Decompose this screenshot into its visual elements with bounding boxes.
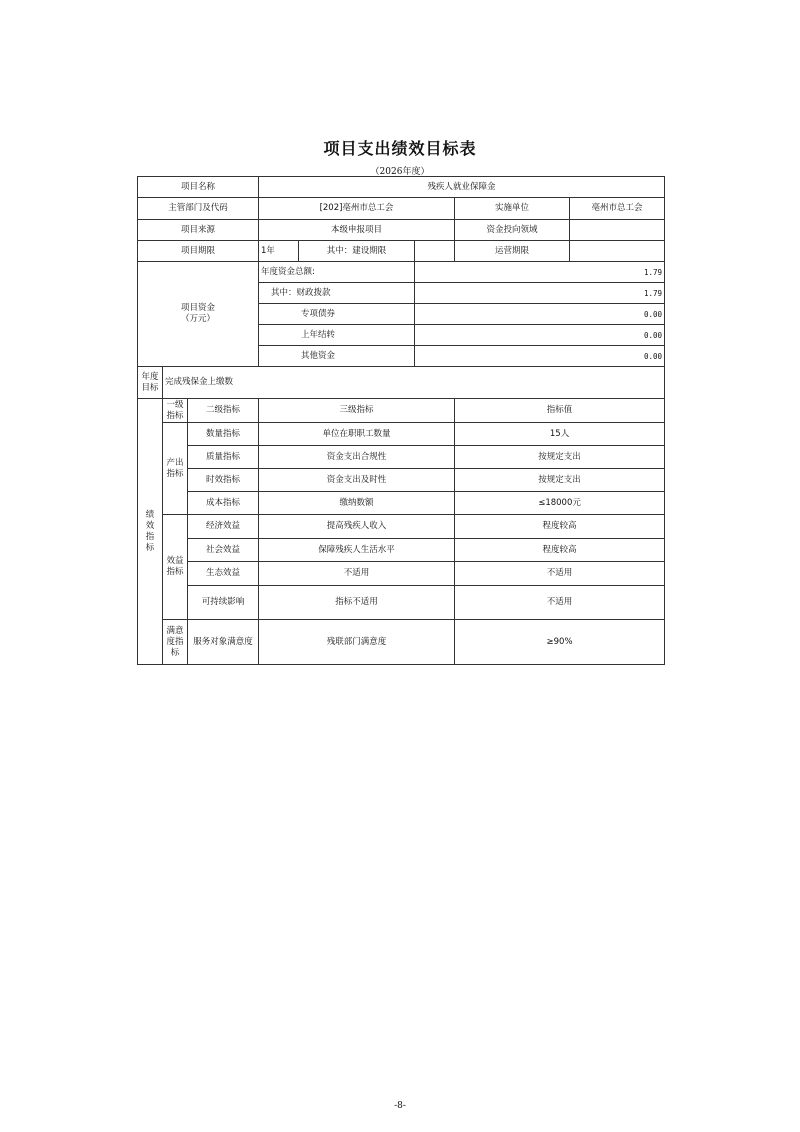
operation-period-value (570, 241, 665, 262)
operation-period-label: 运营期限 (455, 241, 570, 262)
annual-total-label: 年度资金总额: (259, 262, 415, 283)
row-department (138, 198, 665, 220)
level2-cell: 可持续影响 (188, 586, 259, 620)
level2-cell: 成本指标 (188, 492, 259, 515)
level3-cell: 保障残疾人生活水平 (259, 539, 455, 562)
level2-cell: 服务对象满意度 (188, 620, 259, 665)
level3-cell: 不适用 (259, 562, 455, 586)
page-title: 项目支出绩效目标表 (323, 139, 477, 158)
project-name-value: 残疾人就业保障金 (259, 177, 665, 198)
value-header: 指标值 (455, 399, 665, 423)
source-label: 项目来源 (138, 220, 259, 241)
value-cell: 程度较高 (455, 539, 665, 562)
level3-cell: 缴纳数额 (259, 492, 455, 515)
level2-cell: 数量指标 (188, 423, 259, 446)
level3-cell: 残联部门满意度 (259, 620, 455, 665)
level2-cell: 生态效益 (188, 562, 259, 586)
output-group-label: 产出 指标 (163, 423, 188, 515)
other-funds-label: 其他资金 (259, 346, 415, 367)
table-row (138, 562, 665, 586)
project-name-label: 项目名称 (138, 177, 259, 198)
other-funds-value: 0.00 (415, 346, 665, 367)
table-row (138, 423, 665, 446)
value-cell: 不适用 (455, 562, 665, 586)
row-annual-goal (138, 367, 665, 399)
funds-label: 项目资金 （万元） (138, 262, 259, 367)
period-label: 项目期限 (138, 241, 259, 262)
value-cell: 15人 (455, 423, 665, 446)
level2-cell: 质量指标 (188, 446, 259, 469)
value-cell: 不适用 (455, 586, 665, 620)
row-indicator-header (138, 399, 665, 423)
invest-field-value (570, 220, 665, 241)
level2-header: 二级指标 (188, 399, 259, 423)
row-period (138, 241, 665, 262)
table-row (138, 492, 665, 515)
impl-unit-value: 亳州市总工会 (570, 198, 665, 220)
level3-cell: 指标不适用 (259, 586, 455, 620)
satisfaction-group-label: 满意 度指 标 (163, 620, 188, 665)
table-row (138, 539, 665, 562)
performance-goal-table (137, 176, 665, 665)
table-row (138, 446, 665, 469)
value-cell: 程度较高 (455, 515, 665, 539)
value-cell: 按规定支出 (455, 469, 665, 492)
level3-cell: 提高残疾人收入 (259, 515, 455, 539)
annual-total-value: 1.79 (415, 262, 665, 283)
row-source (138, 220, 665, 241)
period-value: 1年 (259, 241, 299, 262)
fiscal-value: 1.79 (415, 283, 665, 304)
page-number: -8- (394, 1101, 406, 1111)
table-row (138, 586, 665, 620)
annual-goal-label: 年度 目标 (138, 367, 163, 399)
level2-cell: 社会效益 (188, 539, 259, 562)
special-bond-value: 0.00 (415, 304, 665, 325)
report-year: （2026年度） (370, 167, 430, 177)
level3-cell: 资金支出及时性 (259, 469, 455, 492)
value-cell: ≤18000元 (455, 492, 665, 515)
dept-code-value: [202]亳州市总工会 (259, 198, 455, 220)
impl-unit-label: 实施单位 (455, 198, 570, 220)
annual-goal-value: 完成残保金上缴数 (163, 367, 665, 399)
carryover-value: 0.00 (415, 325, 665, 346)
construction-period-value (415, 241, 455, 262)
construction-period-label: 其中：建设期限 (299, 241, 415, 262)
row-annual-total (138, 262, 665, 283)
dept-code-label: 主管部门及代码 (138, 198, 259, 220)
benefit-group-label: 效益 指标 (163, 515, 188, 620)
value-cell: ≥90% (455, 620, 665, 665)
invest-field-label: 资金投向领域 (455, 220, 570, 241)
level2-cell: 经济效益 (188, 515, 259, 539)
level1-header: 一级 指标 (163, 399, 188, 423)
source-value: 本级申报项目 (259, 220, 455, 241)
special-bond-label: 专项债券 (259, 304, 415, 325)
table-row (138, 469, 665, 492)
level2-cell: 时效指标 (188, 469, 259, 492)
fiscal-label: 其中：财政拨款 (259, 283, 415, 304)
carryover-label: 上年结转 (259, 325, 415, 346)
level3-header: 三级指标 (259, 399, 455, 423)
perf-label: 绩 效 指 标 (138, 399, 163, 665)
table-row (138, 515, 665, 539)
row-project-name (138, 177, 665, 198)
table-row (138, 620, 665, 665)
value-cell: 按规定支出 (455, 446, 665, 469)
level3-cell: 单位在职职工数量 (259, 423, 455, 446)
level3-cell: 资金支出合规性 (259, 446, 455, 469)
